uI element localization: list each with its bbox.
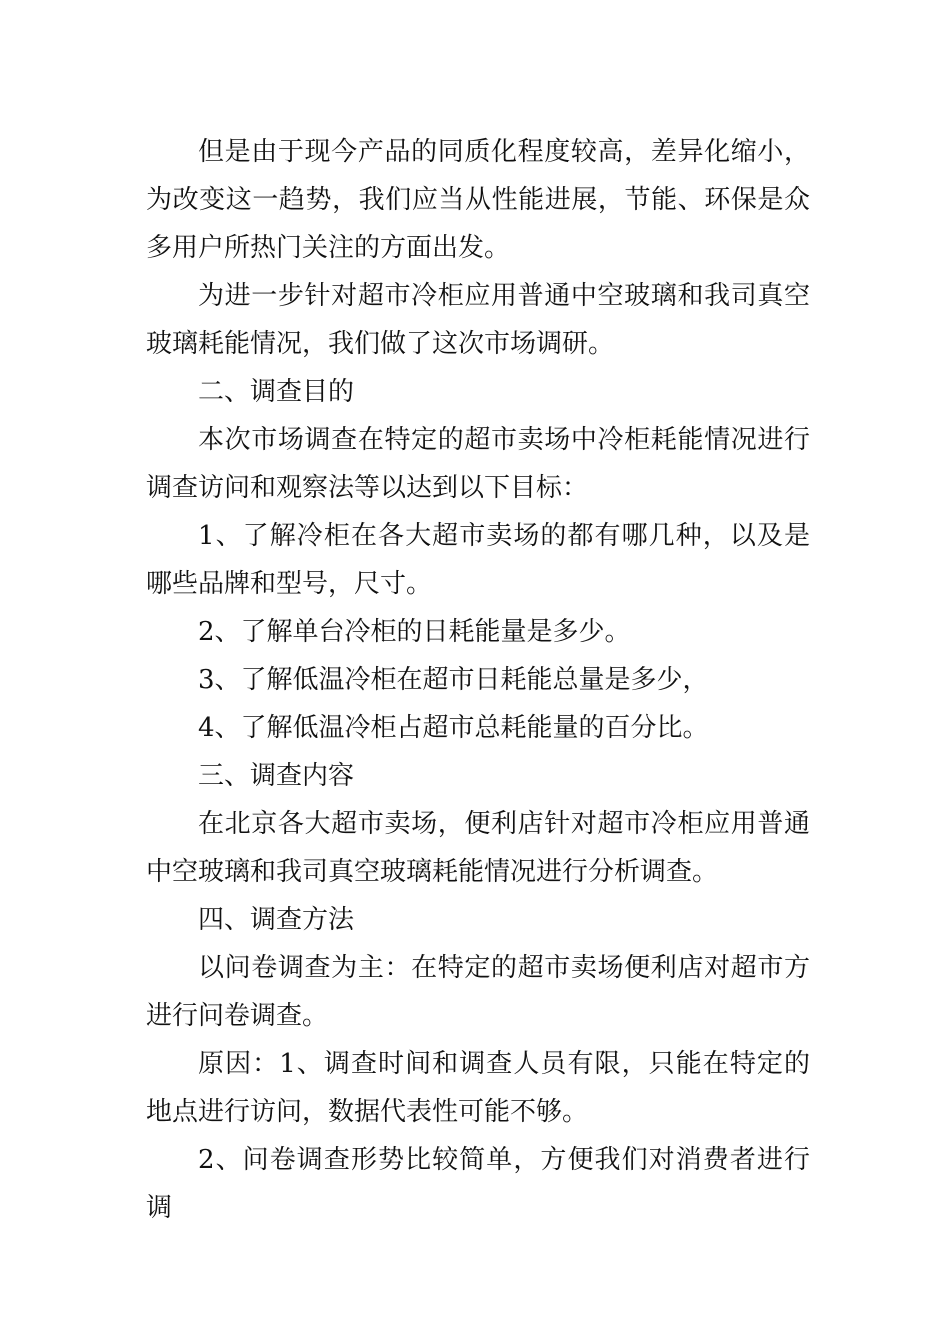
paragraph-intro-1: 但是由于现今产品的同质化程度较高，差异化缩小，为改变这一趋势，我们应当从性能进展，节能、环保是众多用户所热门关注的方面出发。 <box>146 137 810 263</box>
list-item-goal-4: 4、了解低温冷柜占超市总耗能量的百分比。 <box>198 713 709 743</box>
list-item-goal-3: 3、了解低温冷柜在超市日耗能总量是多少， <box>198 665 709 695</box>
list-item-goal-1: 1、了解冷柜在各大超市卖场的都有哪几种，以及是哪些品牌和型号，尺寸。 <box>146 521 810 599</box>
section-heading-purpose: 二、调查目的 <box>198 377 355 407</box>
paragraph-reason-1: 原因：1、调查时间和调查人员有限，只能在特定的地点进行访问，数据代表性可能不够。 <box>146 1049 810 1127</box>
document-page <box>146 128 810 1232</box>
section-heading-content: 三、调查内容 <box>198 761 355 791</box>
paragraph-intro-2: 为进一步针对超市冷柜应用普通中空玻璃和我司真空玻璃耗能情况，我们做了这次市场调研。 <box>146 281 810 359</box>
section-heading-method: 四、调查方法 <box>198 905 355 935</box>
paragraph-method: 以问卷调查为主：在特定的超市卖场便利店对超市方进行问卷调查。 <box>146 953 810 1031</box>
list-item-goal-2: 2、了解单台冷柜的日耗能量是多少。 <box>198 617 631 647</box>
paragraph-purpose: 本次市场调查在特定的超市卖场中冷柜耗能情况进行调查访问和观察法等以达到以下目标： <box>146 425 810 503</box>
paragraph-content: 在北京各大超市卖场，便利店针对超市冷柜应用普通中空玻璃和我司真空玻璃耗能情况进行分析调查。 <box>146 809 810 887</box>
paragraph-reason-2: 2、问卷调查形势比较简单，方便我们对消费者进行调 <box>146 1145 810 1223</box>
